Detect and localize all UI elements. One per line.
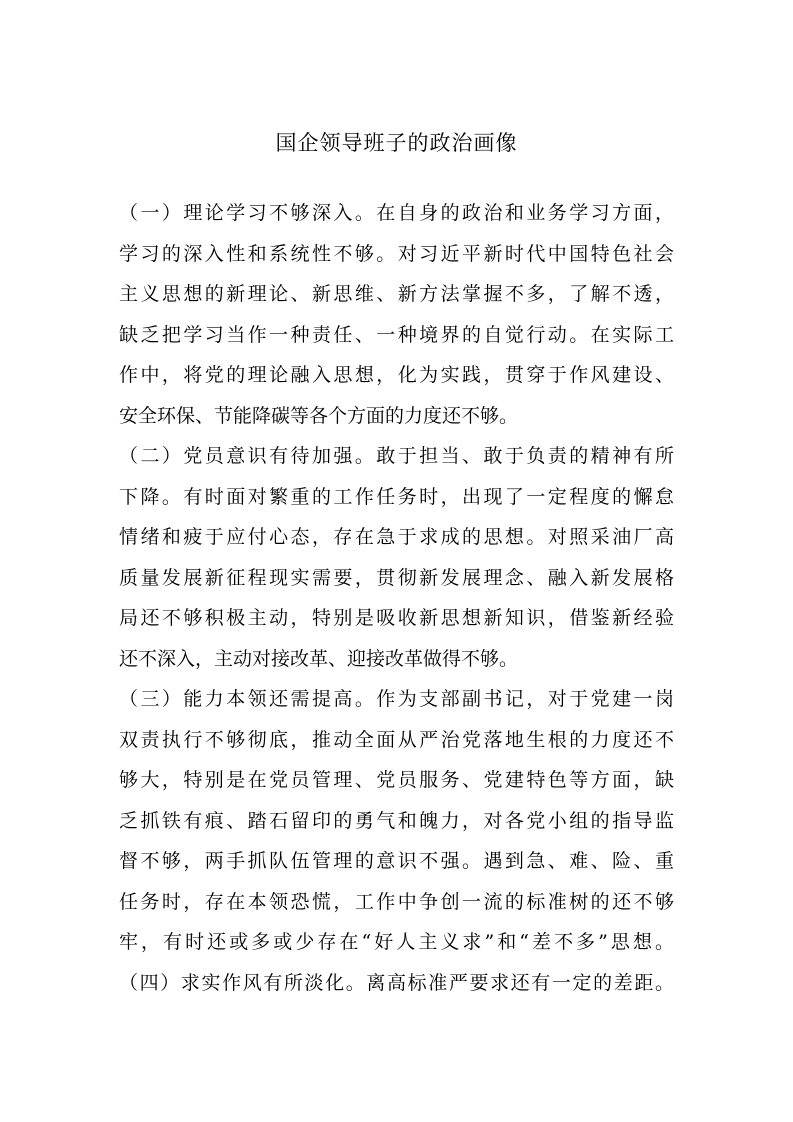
- text-line: 牢，有时还或多或少存在“好人主义求”和“差不多”思想。: [119, 931, 674, 953]
- text-line: 还不深入，主动对接改革、迎接改革做得不够。: [119, 647, 519, 670]
- text-line: 督不够，两手抓队伍管理的意识不强。遇到急、难、险、重: [119, 850, 674, 872]
- text-line: （四）求实作风有所淡化。离高标准严要求还有一定的差距。: [119, 971, 674, 994]
- text-line: 够大，特别是在党员管理、党员服务、党建特色等方面，缺: [119, 769, 674, 791]
- text-line: （三）能力本领还需提高。作为支部副书记，对于党建一岗: [119, 688, 674, 710]
- text-line: 主义思想的新理论、新思维、新方法掌握不多，了解不透，: [119, 283, 674, 305]
- text-line: 乏抓铁有痕、踏石留印的勇气和魄力，对各党小组的指导监: [119, 809, 674, 832]
- text-line: 安全环保、节能降碳等各个方面的力度还不够。: [119, 404, 519, 427]
- text-line: 双责执行不够彻底，推动全面从严治党落地生根的力度还不: [119, 728, 674, 751]
- text-line: 任务时，存在本领恐慌，工作中争创一流的标准树的还不够: [119, 890, 674, 913]
- text-line: 情绪和疲于应付心态，存在急于求成的思想。对照采油厂高: [119, 526, 674, 548]
- text-line: 作中，将党的理论融入思想，化为实践，贯穿于作风建设、: [119, 364, 674, 386]
- text-line: 学习的深入性和系统性不够。对习近平新时代中国特色社会: [119, 242, 674, 265]
- text-line: 质量发展新征程现实需要，贯彻新发展理念、融入新发展格: [119, 566, 674, 589]
- text-line: （一）理论学习不够深入。在自身的政治和业务学习方面，: [119, 202, 674, 224]
- document-title: 国企领导班子的政治画像: [275, 131, 518, 155]
- text-line: 缺乏把学习当作一种责任、一种境界的自觉行动。在实际工: [119, 323, 674, 346]
- document-body: [119, 193, 674, 1003]
- text-line: 下降。有时面对繁重的工作任务时，出现了一定程度的懈怠: [119, 485, 674, 508]
- text-line: （二）党员意识有待加强。敢于担当、敢于负责的精神有所: [119, 445, 674, 467]
- text-line: 局还不够积极主动，特别是吸收新思想新知识，借鉴新经验: [119, 607, 674, 629]
